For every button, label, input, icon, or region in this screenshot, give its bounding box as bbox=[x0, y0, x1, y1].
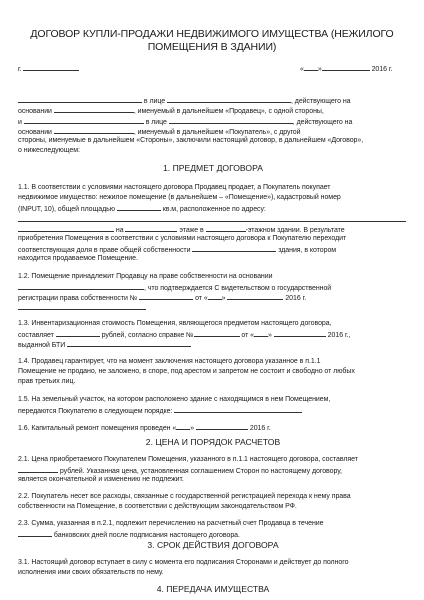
preamble-text: и bbox=[18, 119, 22, 126]
preamble-text: основании bbox=[18, 108, 52, 115]
month-blank bbox=[274, 330, 326, 337]
clause-1-1-line bbox=[18, 225, 408, 236]
clause-2-3-line: 2.3. Сумма, указанная в п.2.1, подлежит перечислению на расчетный счет Продавца в течение bbox=[18, 520, 324, 527]
clause-text: 2016 г. bbox=[285, 295, 307, 302]
clause-1-5-line: 1.5. На земельный участок, на котором расположено здание с находящимся в нем Помещением, bbox=[18, 396, 331, 403]
clause-text: 2016 г. bbox=[249, 425, 271, 432]
preamble-line-6: о нижеследующем: bbox=[18, 147, 80, 154]
date-quote-close: » bbox=[317, 66, 322, 73]
day-blank bbox=[176, 423, 190, 430]
land-order-blank bbox=[174, 406, 302, 413]
clause-1-3-line: 1.3. Инвентаризационная стоимость Помещения, являющегося предметом настоящего договора, bbox=[18, 320, 332, 327]
city-prefix: г. bbox=[18, 66, 22, 73]
section-1-heading: 1. ПРЕДМЕТ ДОГОВОРА bbox=[163, 163, 263, 173]
preamble-line-1 bbox=[18, 96, 408, 107]
clause-text: от « bbox=[241, 332, 255, 339]
clause-1-1-line bbox=[18, 204, 408, 215]
section-3-heading: 3. СРОК ДЕЙСТВИЯ ДОГОВОРА bbox=[147, 540, 279, 550]
seller-basis-blank bbox=[54, 106, 134, 113]
clause-1-4-line: прав третьих лиц. bbox=[18, 378, 76, 385]
section-4-heading: 4. ПЕРЕДАЧА ИМУЩЕСТВА bbox=[156, 584, 270, 594]
clause-1-4-line: 1.4. Продавец гарантирует, что на момент заключения настоящего договора указанное в п.1.1 bbox=[18, 358, 321, 365]
city-blank bbox=[23, 64, 79, 71]
clause-3-1-line: исполнения ими своих обязательств по нему. bbox=[18, 569, 164, 576]
clause-1-1-line: приобретения Помещения в соответствии с условиями настоящего договора к Покупателю переходит bbox=[18, 235, 347, 242]
clause-text: здания, в котором bbox=[278, 247, 337, 254]
clause-text: » bbox=[221, 295, 226, 302]
share-blank bbox=[192, 245, 276, 252]
clause-text: » bbox=[190, 425, 195, 432]
days-blank bbox=[18, 530, 52, 537]
area-blank bbox=[117, 204, 161, 211]
clause-1-6-line bbox=[18, 423, 408, 434]
preamble-line-5: стороны, именуемые в дальнейшем «Стороны», заключили настоящий договор, в дальнейшем «Договор», bbox=[18, 137, 364, 144]
clause-1-5-line bbox=[18, 406, 408, 417]
document-title bbox=[30, 28, 394, 53]
preamble-text: , действующего на bbox=[291, 98, 351, 105]
certificate-number-blank bbox=[139, 293, 193, 300]
preamble-line-4 bbox=[18, 127, 408, 138]
city-date-line bbox=[18, 64, 408, 75]
buyer-rep-blank bbox=[169, 117, 293, 124]
month-blank bbox=[322, 64, 370, 71]
address-blank bbox=[18, 215, 406, 222]
clause-1-2-line bbox=[18, 283, 408, 294]
clause-text: рублей, согласно справке № bbox=[101, 332, 194, 339]
issuer-blank bbox=[18, 303, 146, 310]
title-line-2: ПОМЕЩЕНИЯ В ЗДАНИИ) bbox=[147, 40, 277, 53]
clause-text: рублей. Указанная цена, установленная соглашением Сторон по настоящему договору, bbox=[59, 468, 342, 475]
preamble-text: , именуемый в дальнейшем «Покупатель», с другой bbox=[133, 129, 301, 136]
clause-text: регистрации права собственности № bbox=[18, 295, 138, 302]
section-2-heading: 2. ЦЕНА И ПОРЯДОК РАСЧЕТОВ bbox=[145, 437, 281, 447]
preamble-text: основании bbox=[18, 129, 52, 136]
date-quote-open: « bbox=[300, 66, 304, 73]
preamble-line-2 bbox=[18, 106, 408, 117]
month-blank bbox=[196, 423, 248, 430]
clause-text: , что подтверждается С видетельством о государственной bbox=[144, 285, 332, 292]
title-line-1: ДОГОВОР КУПЛИ-ПРОДАЖИ НЕДВИЖИМОГО ИМУЩЕСТВА (НЕЖИЛОГО bbox=[30, 28, 394, 40]
day-blank bbox=[208, 293, 222, 300]
clause-1-2-line bbox=[18, 293, 408, 304]
clause-1-1-line: недвижимое имущество: нежилое помещение (в дальнейшем – «Помещение»), кадастровый номер bbox=[18, 194, 341, 201]
clause-text: передаются Покупателю в следующем порядке: bbox=[18, 408, 173, 415]
clause-1-2-line: 1.2. Помещение принадлежит Продавцу на праве собственности на основании bbox=[18, 273, 273, 280]
clause-text: 2016 г., bbox=[327, 332, 351, 339]
clause-text: соответствующая доля в праве общей собственности bbox=[18, 247, 191, 254]
reference-number-blank bbox=[194, 330, 240, 337]
clause-2-1-line: является окончательной и изменению не подлежит. bbox=[18, 476, 184, 483]
clause-2-3-line bbox=[18, 530, 408, 541]
clause-1-3-line bbox=[18, 340, 408, 351]
clause-1-3-line bbox=[18, 330, 408, 341]
month-blank bbox=[227, 293, 283, 300]
clause-2-1-line bbox=[18, 466, 408, 477]
clause-3-1-line: 3.1. Настоящий договор вступает в силу с момента его подписания Сторонами и действует до полного bbox=[18, 559, 349, 566]
clause-text: (INPUT, 10), общей площадью bbox=[18, 206, 115, 213]
seller-name-blank bbox=[18, 96, 142, 103]
clause-text: » bbox=[268, 332, 272, 339]
clause-text: кв.м, расположенное по адресу: bbox=[162, 206, 266, 213]
preamble-text: , именуемый в дальнейшем «Продавец», с одной стороны, bbox=[133, 108, 324, 115]
bti-blank bbox=[67, 340, 191, 347]
clause-text: выданной БТИ bbox=[18, 342, 66, 349]
clause-1-1-line bbox=[18, 245, 408, 256]
preamble-text: в лице bbox=[143, 98, 166, 105]
clause-text: 1.6. Капитальный ремонт помещения проведен « bbox=[18, 425, 177, 432]
ownership-basis-blank bbox=[18, 283, 144, 290]
buyer-name-blank bbox=[24, 117, 144, 124]
clause-text: этаже в bbox=[179, 227, 204, 234]
seller-rep-blank bbox=[167, 96, 291, 103]
clause-1-1-line: находится продаваемое Помещение. bbox=[18, 255, 138, 262]
date-suffix: 2016 г. bbox=[371, 66, 393, 73]
clause-1-1-line bbox=[18, 215, 408, 226]
preamble-text: в лице bbox=[145, 119, 167, 126]
clause-text: от « bbox=[195, 295, 208, 302]
day-blank bbox=[304, 64, 318, 71]
preamble-text: , действующего на bbox=[292, 119, 353, 126]
clause-text: банковских дней после подписания настоящего договора. bbox=[53, 532, 240, 539]
clause-1-4-line: Помещение не продано, не заложено, в споре, под арестом и запретом не состоит и свободно от любых bbox=[18, 368, 355, 375]
clause-text: на bbox=[115, 227, 124, 234]
clause-2-2-line: собственности на Помещение, в соответствии с действующим законодательством РФ. bbox=[18, 503, 297, 510]
clause-1-2-line bbox=[18, 303, 408, 314]
buyer-basis-blank bbox=[54, 127, 134, 134]
floors-count-blank bbox=[206, 225, 246, 232]
clause-2-2-line: 2.2. Покупатель несет все расходы, связанные с государственной регистрацией перехода к нему права bbox=[18, 493, 351, 500]
clause-text: -этажном здании. В результате bbox=[245, 227, 345, 234]
floor-blank bbox=[125, 225, 177, 232]
clause-text: составляет bbox=[18, 332, 54, 339]
clause-1-1-line: 1.1. В соответствии с условиями настоящего договора Продавец продает, а Покупатель покупает bbox=[18, 184, 331, 191]
address-blank-2 bbox=[18, 225, 114, 232]
value-blank bbox=[56, 330, 100, 337]
day-blank bbox=[254, 330, 268, 337]
preamble-line-3 bbox=[18, 117, 408, 128]
clause-2-1-line: 2.1. Цена приобретаемого Покупателем Помещения, указанного в п.1.1 настоящего договора, составляет bbox=[18, 456, 358, 463]
price-blank bbox=[18, 466, 58, 473]
